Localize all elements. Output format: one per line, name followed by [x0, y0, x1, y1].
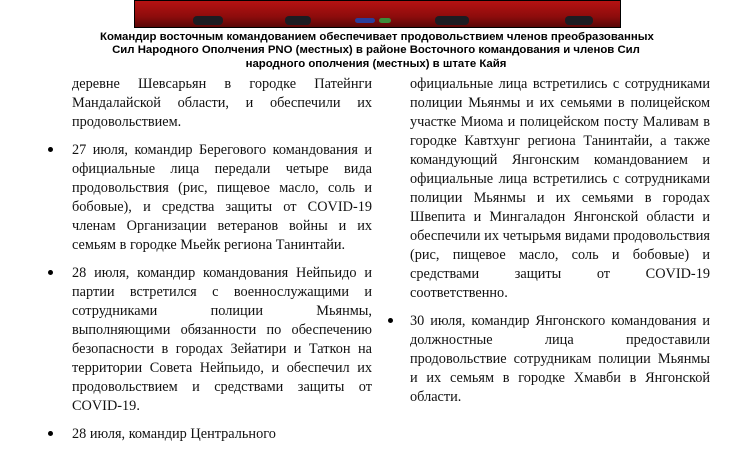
list-item — [410, 312, 710, 407]
continued-paragraph: деревне Шевсарьян в городке Патейнги Мандалайской области, и обеспечили их продовольствием. — [72, 76, 372, 130]
photo-caption — [100, 31, 652, 71]
bullet-icon — [48, 431, 53, 436]
photo — [134, 0, 621, 28]
list-item-text: 28 июля, командир Центрального — [72, 426, 276, 442]
left-column — [72, 75, 372, 453]
list-item-text: 30 июля, командир Янгонского командования и должностные лица предоставили продовольствие сотрудникам полиции Мьянмы и их семьям в городке Хмавби в Янгонской области. — [410, 313, 710, 405]
list-item — [72, 264, 372, 416]
list-item — [72, 425, 372, 444]
list-item — [72, 141, 372, 255]
bullet-icon — [388, 318, 393, 323]
continued-paragraph: официальные лица встретились с сотрудниками полиции Мьянмы и их семьями в полицейском участке Миома и полицейском посту Маливам в городке Кавтхунг региона Танинтайи, а также командующий Янгонским командованием и официальные лица встретились с сотрудниками полиции Мьянмы и их семьями в городах Швепита и Мингаладон Янгонской области и обеспечили их четырьмя видами продовольствия (рис, пищевое масло, соль и бобовые) и средствами защиты от COVID-19 соответственно. — [410, 76, 710, 301]
caption-line: народного ополчения (местных) в штате Кайя — [245, 57, 507, 70]
bullet-icon — [48, 147, 53, 152]
list-item-text: 27 июля, командир Берегового командования и официальные лица передали четыре вида продовольствия (рис, пищевое масло, соль и бобовые), и средства защиты от COVID-19 членам Организации ветеранов войны и их семьям в городке Мьейк региона Танинтайи. — [72, 142, 372, 253]
caption-line: Сил Народного Ополчения PNO (местных) в районе Восточного командования и членов Сил — [112, 44, 640, 57]
list-item-text: 28 июля, командир командования Нейпьидо и партии встретился с военнослужащими и сотрудниками полиции Мьянмы, выполняющими обязанности по обеспечению безопасности в городах Зейатири и Таткон на территории Совета Нейпьидо, и обеспечил их продовольствием и средствами защиты от COVID-19. — [72, 265, 372, 414]
caption-line: Командир восточным командованием обеспечивает продовольствием членов преобразованных — [100, 31, 654, 43]
bullet-icon — [48, 270, 53, 275]
right-column — [410, 75, 710, 416]
